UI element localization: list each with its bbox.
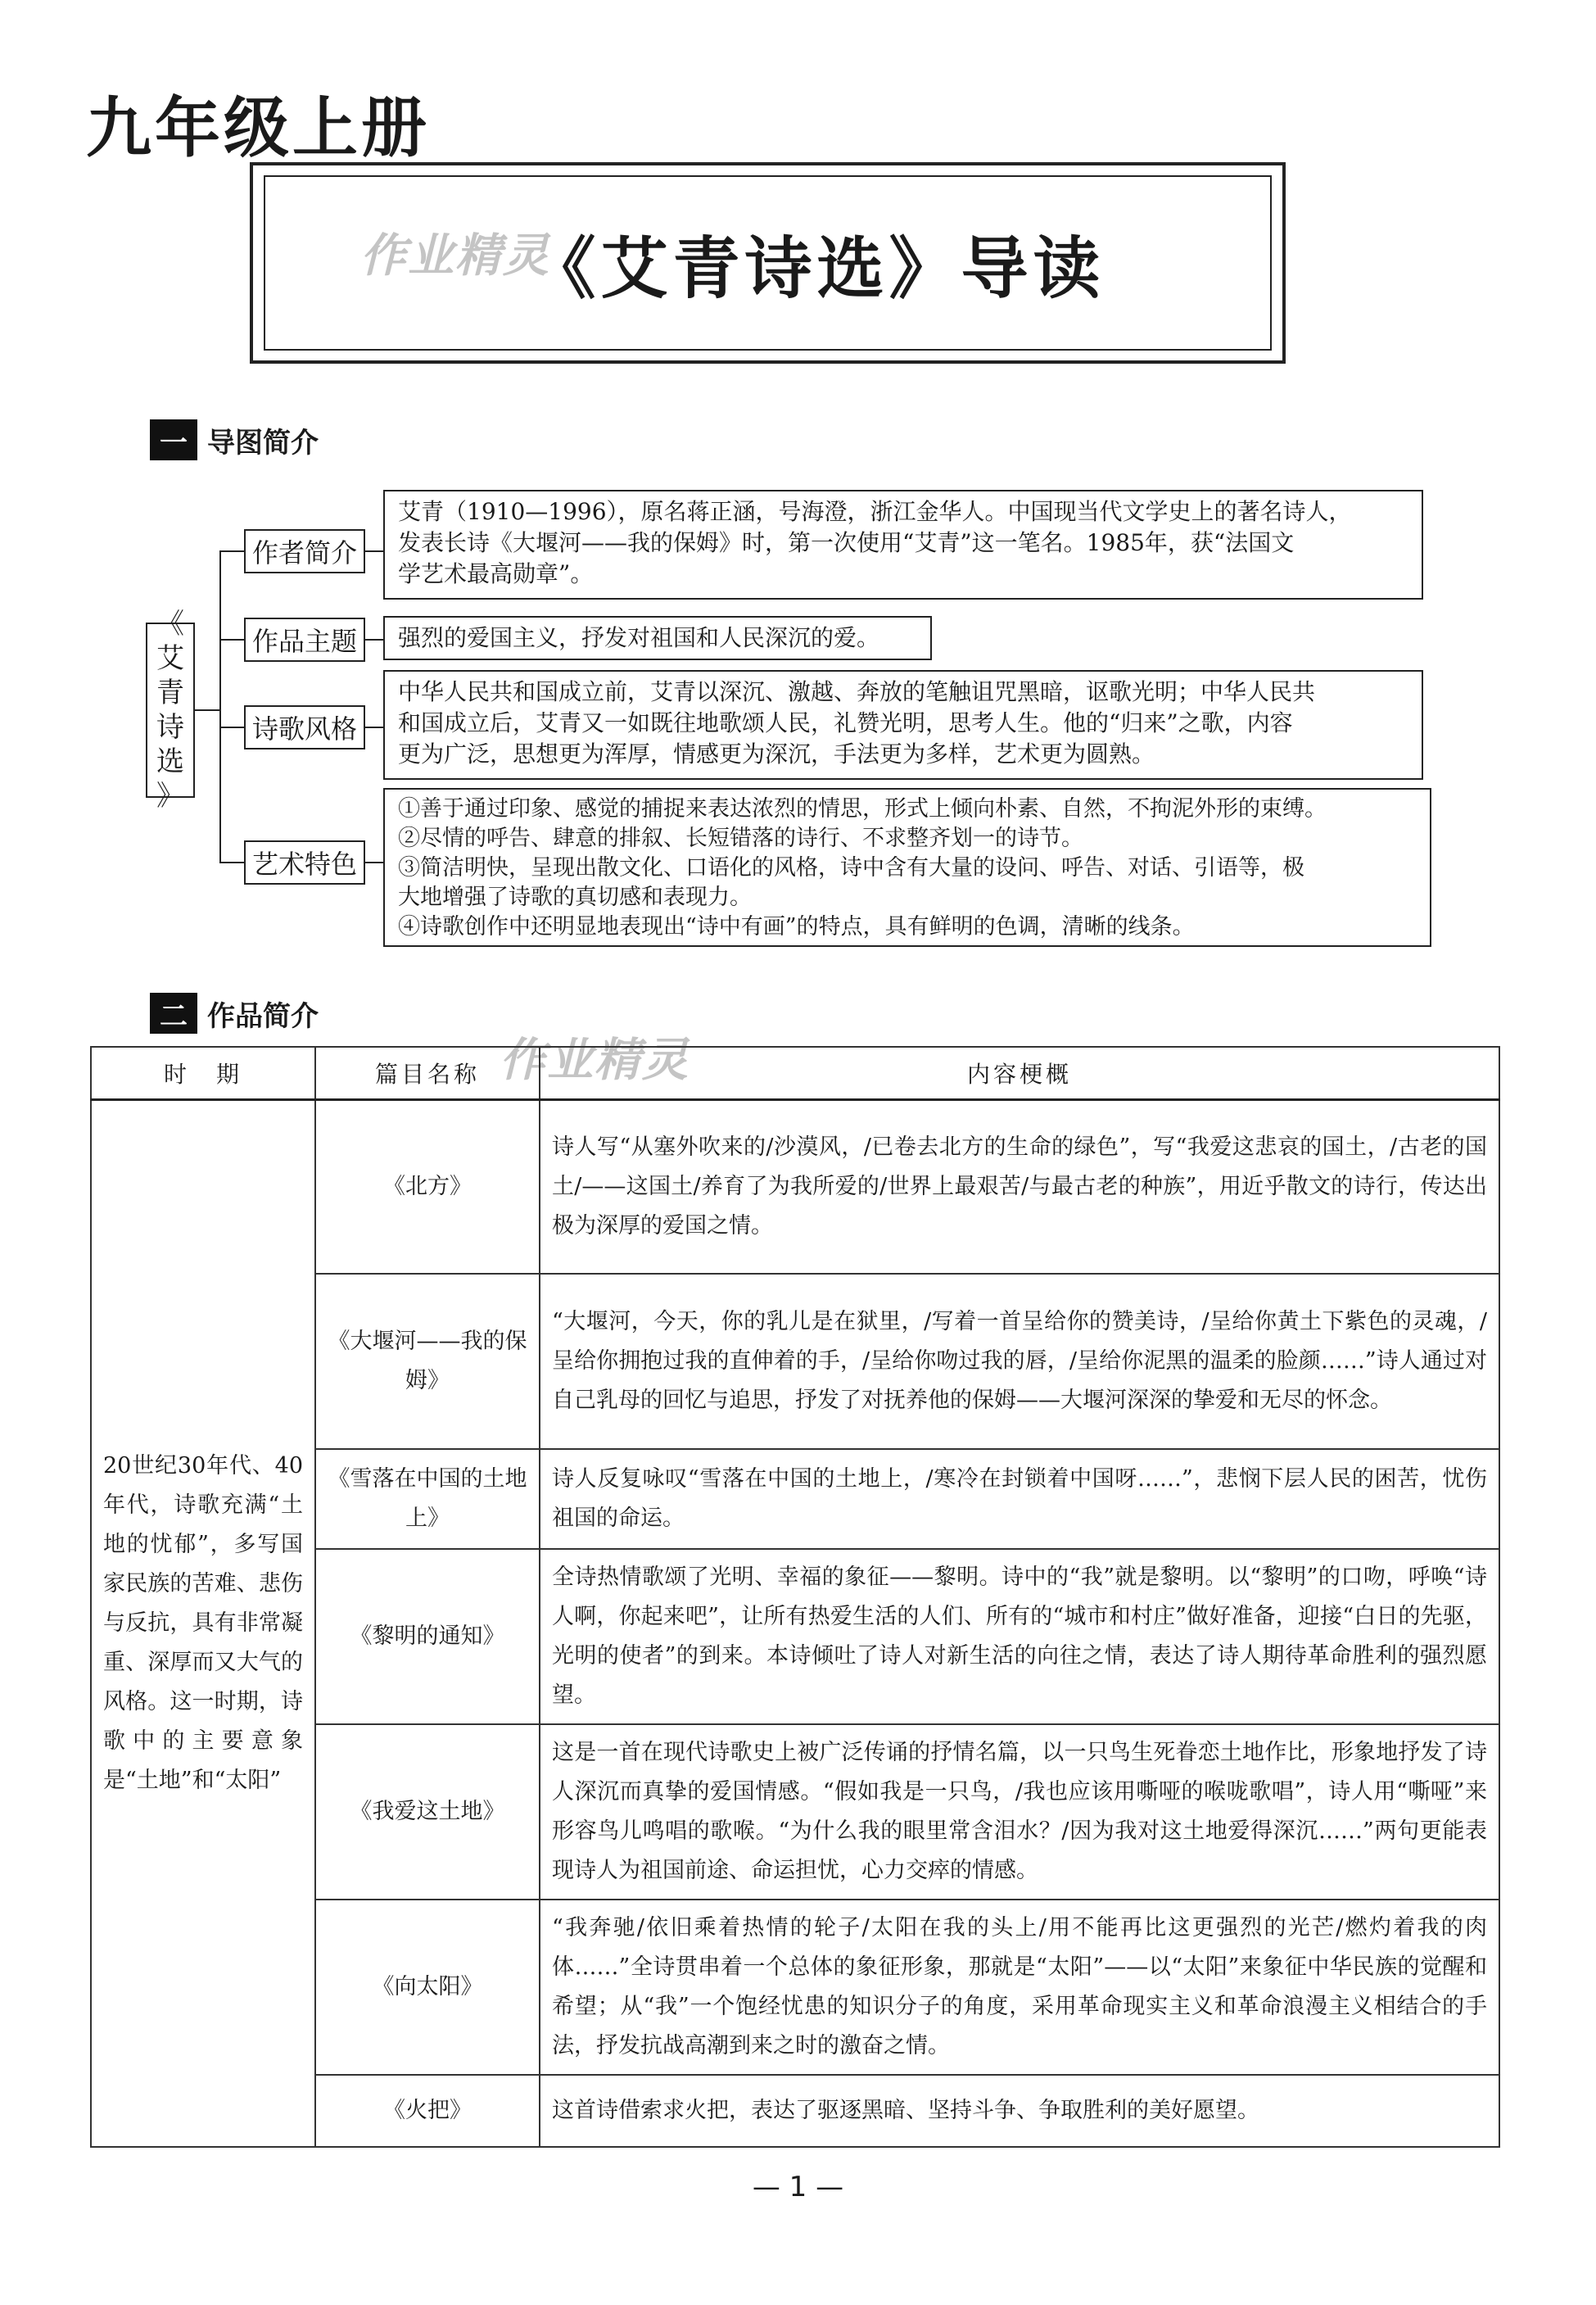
root-char: 青 [156,677,184,709]
desc-line: ①善于通过印象、感觉的捕捉来表达浓烈的情思，形式上倾向朴素、自然，不拘泥外形的束缚。 [398,796,1327,822]
table-row [91,1100,1499,1274]
header-name: 篇目名称 [315,1047,540,1100]
table-header-row [91,1047,1499,1100]
branch-desc-style [383,670,1423,780]
desc-line: 和国成立后，艾青又一如既往地歌颂人民，礼赞光明，思考人生。他的“归来”之歌，内容 [398,709,1293,736]
watermark-logo: 作业精灵 [500,1034,689,1087]
work-name: 《我爱这土地》 [315,1724,540,1900]
mindmap-connector [365,862,383,863]
desc-line: 大地增强了诗歌的真切感和表现力。 [398,885,752,910]
desc-line: 艾青（1910—1996），原名蒋正涵，号海澄，浙江金华人。中国现当代文学史上的著名诗人， [398,498,1352,525]
book-title: 《艾青诗选》导读 [528,229,1105,308]
work-content: 诗人写“从塞外吹来的/沙漠风，/已卷去北方的生命的绿色”，写“我爱这悲哀的国土，/古老的国土/——这国土/养育了为我所爱的/世界上最艰苦/与最古老的种族”，用近乎散文的诗行，传达出极为深厚的爱国之情。 [540,1100,1499,1274]
desc-line: 更为广泛，思想更为浑厚，情感更为深沉，手法更为多样，艺术更为圆熟。 [398,740,1155,768]
branch-label-art: 艺术特色 [244,840,365,885]
mindmap-connector [219,727,244,728]
work-name: 《向太阳》 [315,1900,540,2075]
mindmap-connector [219,639,244,641]
watermark-logo: 作业精灵 [360,229,550,283]
root-char: 诗 [156,711,184,744]
desc-line: ②尽情的呼告、肆意的排叙、长短错落的诗行、不求整齐划一的诗节。 [398,826,1083,851]
branch-label-author: 作者简介 [244,529,365,573]
desc-line: 发表长诗《大堰河——我的保姆》时，第一次使用“艾青”这一笔名。1985年，获“法国文 [398,529,1295,556]
mindmap-root [146,608,195,813]
header-content: 内容梗概 [540,1047,1499,1100]
section2-title: 作品简介 [207,999,319,1033]
branch-label-theme: 作品主题 [244,618,365,662]
header-period: 时 期 [91,1047,315,1100]
desc-line: ③简洁明快，呈现出散文化、口语化的风格，诗中含有大量的设问、呼告、对话、引语等，极 [398,855,1304,881]
work-content: 诗人反复咏叹“雪落在中国的土地上，/寒冷在封锁着中国呀……”，悲悯下层人民的困苦，忧伤祖国的命运。 [540,1449,1499,1549]
mindmap-connector [219,862,244,863]
work-content: “我奔驰/依旧乘着热情的轮子/太阳在我的头上/用不能再比这更强烈的光芒/燃灼着我的肉体……”全诗贯串着一个总体的象征形象，那就是“太阳”——以“太阳”来象征中华民族的觉醒和希望；从“我”一个饱经忧患的知识分子的角度，采用革命现实主义和革命浪漫主义相结合的手法，抒发抗战高潮到来之时的激奋之情。 [540,1900,1499,2075]
root-char: 艾 [156,642,184,675]
work-name: 《北方》 [315,1100,540,1274]
mindmap-connector [365,639,383,641]
mindmap-connector [365,727,383,728]
mindmap-connector [219,550,244,552]
work-content: 这首诗借索求火把，表达了驱逐黑暗、坚持斗争、争取胜利的美好愿望。 [540,2075,1499,2147]
work-content: “大堰河，今天，你的乳儿是在狱里，/写着一首呈给你的赞美诗，/呈给你黄土下紫色的灵魂，/呈给你拥抱过我的直伸着的手，/呈给你吻过我的唇，/呈给你泥黑的温柔的脸颜……”诗人通过对自己乳母的回忆与追思，抒发了对抚养他的保姆——大堰河深深的挚爱和无尽的怀念。 [540,1274,1499,1449]
mindmap-connector [195,709,219,711]
branch-label-style: 诗歌风格 [244,705,365,749]
desc-line: ④诗歌创作中还明显地表现出“诗中有画”的特点，具有鲜明的色调，清晰的线条。 [398,914,1195,940]
root-char: 》 [156,780,184,813]
branch-desc-theme [383,616,932,660]
works-table [90,1046,1500,2148]
mindmap-connector [365,550,383,552]
section2-heading [150,993,319,1034]
work-name: 《火把》 [315,2075,540,2147]
root-char: 选 [156,745,184,778]
mindmap-trunk [219,550,221,862]
work-name: 《雪落在中国的土地上》 [315,1449,540,1549]
work-content: 这是一首在现代诗歌史上被广泛传诵的抒情名篇，以一只鸟生死眷恋土地作比，形象地抒发了诗人深沉而真挚的爱国情感。“假如我是一只鸟，/我也应该用嘶哑的喉咙歌唱”，诗人用“嘶哑”来形容鸟儿鸣唱的歌喉。“为什么我的眼里常含泪水？/因为我对这土地爱得深沉……”两句更能表现诗人为祖国前途、命运担忧，心力交瘁的情感。 [540,1724,1499,1900]
desc-line: 中华人民共和国成立前，艾青以深沉、激越、奔放的笔触诅咒黑暗，讴歌光明；中华人民共 [398,678,1316,705]
work-name: 《黎明的通知》 [315,1549,540,1724]
work-content: 全诗热情歌颂了光明、幸福的象征——黎明。诗中的“我”就是黎明。以“黎明”的口吻，呼唤“诗人啊，你起来吧”，让所有热爱生活的人们、所有的“城市和村庄”做好准备，迎接“白日的先驱，光明的使者”的到来。本诗倾吐了诗人对新生活的向往之情，表达了诗人期待革命胜利的强烈愿望。 [540,1549,1499,1724]
section1-title: 导图简介 [207,426,319,460]
desc-line: 强烈的爱国主义，抒发对祖国和人民深沉的爱。 [398,624,880,651]
branch-desc-art [383,788,1431,947]
work-name: 《大堰河——我的保姆》 [315,1274,540,1449]
period-cell: 20世纪30年代、40年代，诗歌充满“土地的忧郁”，多写国家民族的苦难、悲伤与反抗，具有非常凝重、深厚而又大气的风格。这一时期，诗歌中的主要意象是“土地”和“太阳” [91,1100,315,2147]
section2-number: 二 [150,993,197,1034]
grade-title: 九年级上册 [86,89,430,166]
root-char: 《 [156,608,184,641]
section1-heading [150,419,319,460]
desc-line: 学艺术最高勋章”。 [398,560,594,587]
page-number: — 1 — [752,2171,844,2203]
section1-number: 一 [150,419,197,460]
branch-desc-author [383,490,1423,600]
